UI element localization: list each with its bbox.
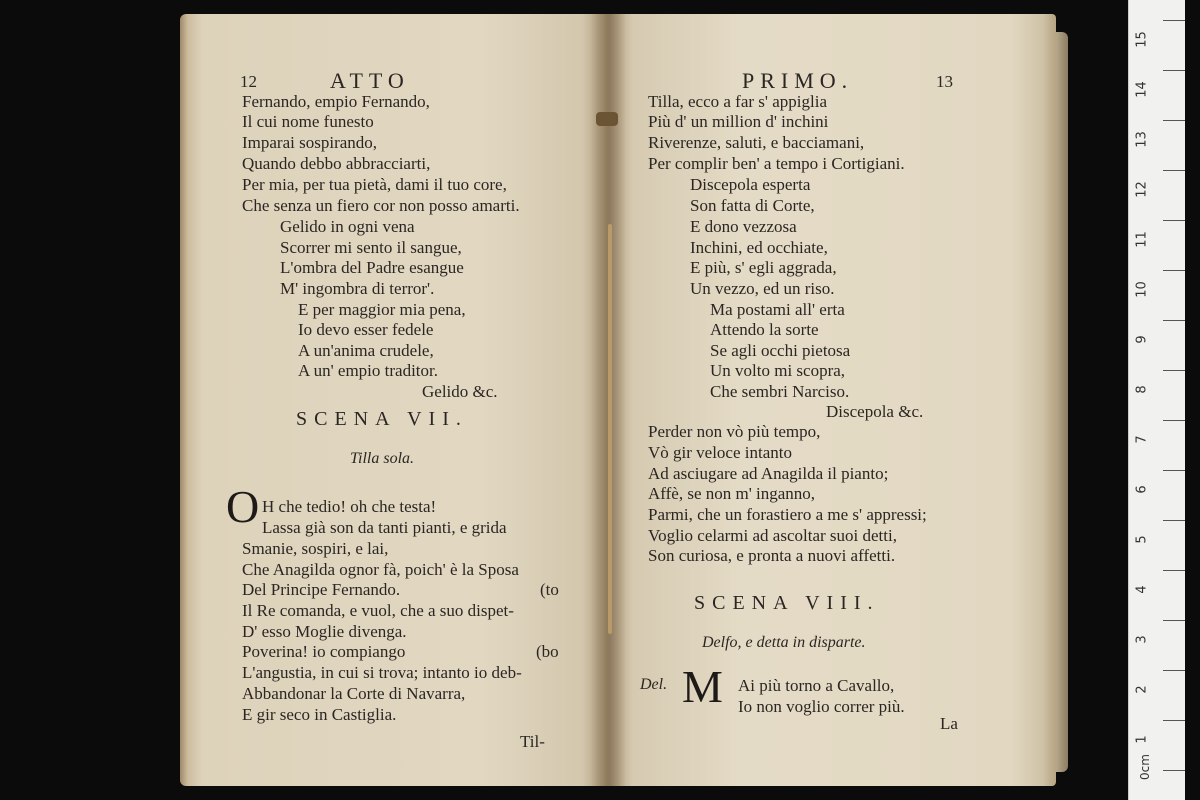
ruler-number: 10 [1134, 281, 1150, 298]
verse-line: M' ingombra di terror'. [280, 279, 435, 298]
scene-title: SCENA VIII. [694, 592, 880, 614]
verse-line: Il cui nome funesto [242, 112, 374, 131]
verse-line: Imparai sospirando, [242, 133, 378, 152]
ruler-tick [1163, 420, 1185, 421]
verse-line: L'ombra del Padre esangue [280, 258, 464, 277]
verse-line: Che senza un fiero cor non posso amarti. [242, 196, 520, 215]
verse-line: Lassa già son da tanti pianti, e grida [262, 518, 507, 537]
page-number: 12 [240, 72, 257, 91]
ruler-tick [1163, 70, 1185, 71]
verse-line: L'angustia, in cui si trova; intanto io deb- [242, 663, 522, 682]
verse-line: Io non voglio correr più. [738, 697, 905, 716]
verse-line: Un volto mi scopra, [710, 361, 846, 380]
ruler-number: 2 [1134, 685, 1150, 694]
verse-line: Tilla, ecco a far s' appiglia [648, 92, 827, 111]
verse-line: Il Re comanda, e vuol, che a suo dispet- [242, 601, 514, 620]
verse-line: Io devo esser fedele [298, 320, 434, 339]
verse-line: E per maggior mia pena, [298, 300, 466, 319]
ruler-tick [1163, 270, 1185, 271]
verse-line: Se agli occhi pietosa [710, 341, 851, 360]
verse-line: Affè, se non m' inganno, [648, 484, 816, 503]
verse-line: Discepola esperta [690, 175, 811, 194]
verse-line: Che sembri Narciso. [710, 382, 850, 401]
ruler-number: 8 [1134, 385, 1150, 394]
ruler-tick [1163, 120, 1185, 121]
verse-line: Più d' un million d' inchini [648, 112, 829, 131]
verse-line: Scorrer mi sento il sangue, [280, 238, 462, 257]
verse-line: Son curiosa, e pronta a nuovi affetti. [648, 546, 896, 565]
margin-note: (to [540, 580, 559, 599]
verse-line: Discepola &c. [826, 402, 924, 421]
verse-line: Quando debbo abbracciarti, [242, 154, 431, 173]
scene-subtitle: Tilla sola. [350, 450, 415, 467]
ruler-number: 13 [1134, 131, 1150, 148]
running-header: PRIMO. [742, 68, 854, 93]
verse-line: Vò gir veloce intanto [648, 443, 792, 462]
verse-line: Poverina! io compiango [242, 642, 406, 661]
verse-line: E gir seco in Castiglia. [242, 705, 397, 724]
verse-line: Un vezzo, ed un riso. [690, 279, 835, 298]
verse-line: Del Principe Fernando. [242, 580, 401, 599]
page-number: 13 [936, 72, 953, 91]
scene-title: SCENA VII. [296, 408, 468, 430]
measuring-ruler [1128, 0, 1185, 800]
ruler-tick [1163, 720, 1185, 721]
verse-line: H che tedio! oh che testa! [262, 497, 437, 516]
verse-line: Gelido &c. [422, 382, 498, 401]
speaker-label: Del. [640, 676, 668, 693]
verse-line: Ad asciugare ad Anagilda il pianto; [648, 464, 889, 483]
verse-line: Per mia, per tua pietà, dami il tuo core, [242, 175, 507, 194]
verse-line: E più, s' egli aggrada, [690, 258, 837, 277]
running-header: ATTO [330, 68, 410, 93]
verse-line: D' esso Moglie divenga. [242, 622, 407, 641]
ruler-number: 12 [1134, 181, 1150, 198]
verse-line: Che Anagilda ognor fà, poich' è la Sposa [242, 560, 519, 579]
ruler-tick [1163, 470, 1185, 471]
verse-line: Ma postami all' erta [710, 300, 845, 319]
ruler-number: 9 [1134, 335, 1150, 344]
ruler-number: 7 [1134, 435, 1150, 444]
ruler-tick [1163, 20, 1185, 21]
catchword: La [940, 714, 958, 733]
verse-line: Perder non vò più tempo, [648, 422, 821, 441]
verse-line: A un' empio traditor. [298, 361, 438, 380]
verse-line: Fernando, empio Fernando, [242, 92, 430, 111]
open-book [180, 14, 1065, 786]
binding-knot [596, 112, 618, 126]
ruler-number: 4 [1134, 585, 1150, 594]
left-page [180, 14, 608, 786]
ruler-number: 6 [1134, 485, 1150, 494]
verse-line: Attendo la sorte [710, 320, 819, 339]
right-page [606, 14, 1056, 786]
ruler-tick [1163, 220, 1185, 221]
ruler-unit-label: 0cm [1137, 754, 1152, 780]
ruler-tick [1163, 520, 1185, 521]
verse-line: Abbandonar la Corte di Navarra, [242, 684, 466, 703]
verse-line: A un'anima crudele, [298, 341, 434, 360]
verse-line: E dono vezzosa [690, 217, 797, 236]
binding-thread [608, 224, 612, 634]
ruler-number: 14 [1134, 81, 1150, 98]
verse-line: Gelido in ogni vena [280, 217, 415, 236]
margin-note: (bo [536, 642, 559, 661]
catchword: Til- [520, 732, 545, 751]
verse-line: Smanie, sospiri, e lai, [242, 539, 389, 558]
ruler-tick [1163, 370, 1185, 371]
ruler-tick [1163, 570, 1185, 571]
drop-cap: M [682, 661, 723, 712]
ruler-number: 11 [1134, 231, 1150, 248]
verse-line: Ai più torno a Cavallo, [738, 676, 895, 695]
ruler-tick [1163, 770, 1185, 771]
verse-line: Voglio celarmi ad ascoltar suoi detti, [648, 526, 897, 545]
ruler-tick [1163, 620, 1185, 621]
ruler-tick [1163, 670, 1185, 671]
ruler-number: 3 [1134, 635, 1150, 644]
ruler-tick [1163, 320, 1185, 321]
ruler-tick [1163, 170, 1185, 171]
verse-line: Parmi, che un forastiero a me s' appressi; [648, 505, 927, 524]
verse-line: Riverenze, saluti, e bacciamani, [648, 133, 865, 152]
drop-cap: O [226, 481, 260, 532]
ruler-number: 1 [1134, 735, 1150, 744]
verse-line: Per complir ben' a tempo i Cortigiani. [648, 154, 905, 173]
verse-line: Inchini, ed occhiate, [690, 238, 828, 257]
scene-subtitle: Delfo, e detta in disparte. [702, 634, 866, 651]
verse-line: Son fatta di Corte, [690, 196, 815, 215]
ruler-number: 5 [1134, 535, 1150, 544]
ruler-number: 15 [1134, 31, 1150, 48]
